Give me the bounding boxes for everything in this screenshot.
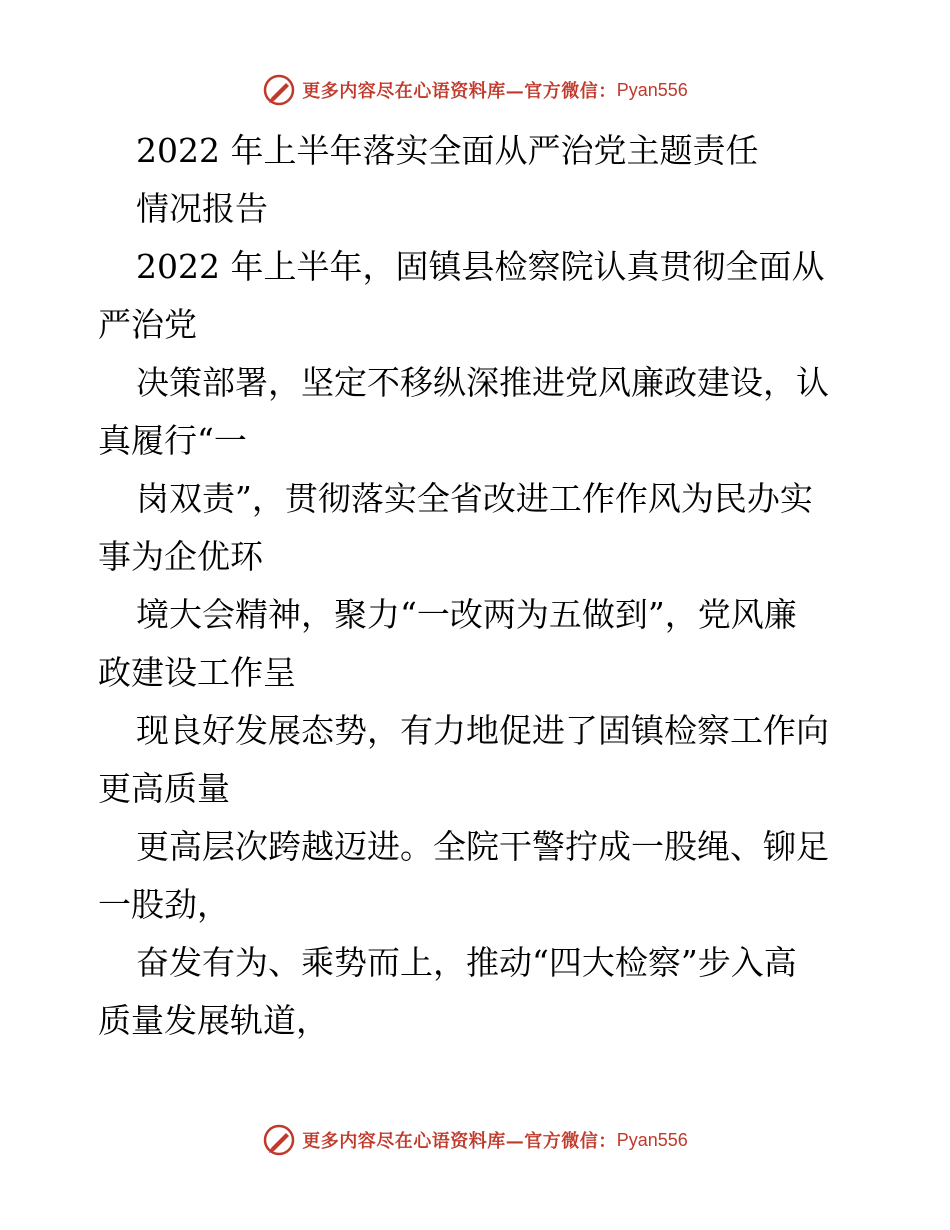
paragraph-line: 更高质量 [98, 769, 230, 808]
watermark-footer [0, 1120, 950, 1160]
watermark-wechat-id: Pyan556 [616, 79, 688, 100]
paragraph-line: 更高层次跨越迈进。全院干警拧成一股绳、铆足 [136, 827, 829, 866]
title-line-2: 情况报告 [136, 189, 268, 228]
paragraph-line: 质量发展轨道， [98, 1001, 329, 1040]
paragraph-line: 现良好发展态势，有力地促进了固镇检察工作向 [136, 711, 829, 750]
title-line-1: 2022 年上半年落实全面从严治党主题责任 [136, 131, 759, 170]
paragraph-line: 2022 年上半年，固镇县检察院认真贯彻全面从 [136, 247, 825, 286]
pen-logo-icon [262, 73, 296, 107]
pen-logo-icon [262, 1123, 296, 1157]
paragraph-line: 真履行“一 [98, 421, 247, 460]
paragraph-line: 境大会精神，聚力“一改两为五做到”，党风廉 [136, 595, 797, 634]
paragraph-line: 政建设工作呈 [98, 653, 296, 692]
paragraph-line: 严治党 [98, 305, 197, 344]
paragraph-line: 事为企优环 [98, 537, 263, 576]
paragraph-line: 一股劲， [98, 885, 230, 924]
watermark-text: 更多内容尽在心语资料库—官方微信： [302, 1131, 617, 1152]
watermark-text: 更多内容尽在心语资料库—官方微信： [302, 81, 617, 102]
watermark-wechat-id: Pyan556 [616, 1129, 688, 1150]
paragraph-line: 岗双责”，贯彻落实全省改进工作作风为民办实 [136, 479, 813, 518]
paragraph-line: 决策部署，坚定不移纵深推进党风廉政建设，认 [136, 363, 829, 402]
paragraph-line: 奋发有为、乘势而上，推动“四大检察”步入高 [136, 943, 797, 982]
document-body [98, 122, 858, 1050]
watermark-header [0, 70, 950, 110]
